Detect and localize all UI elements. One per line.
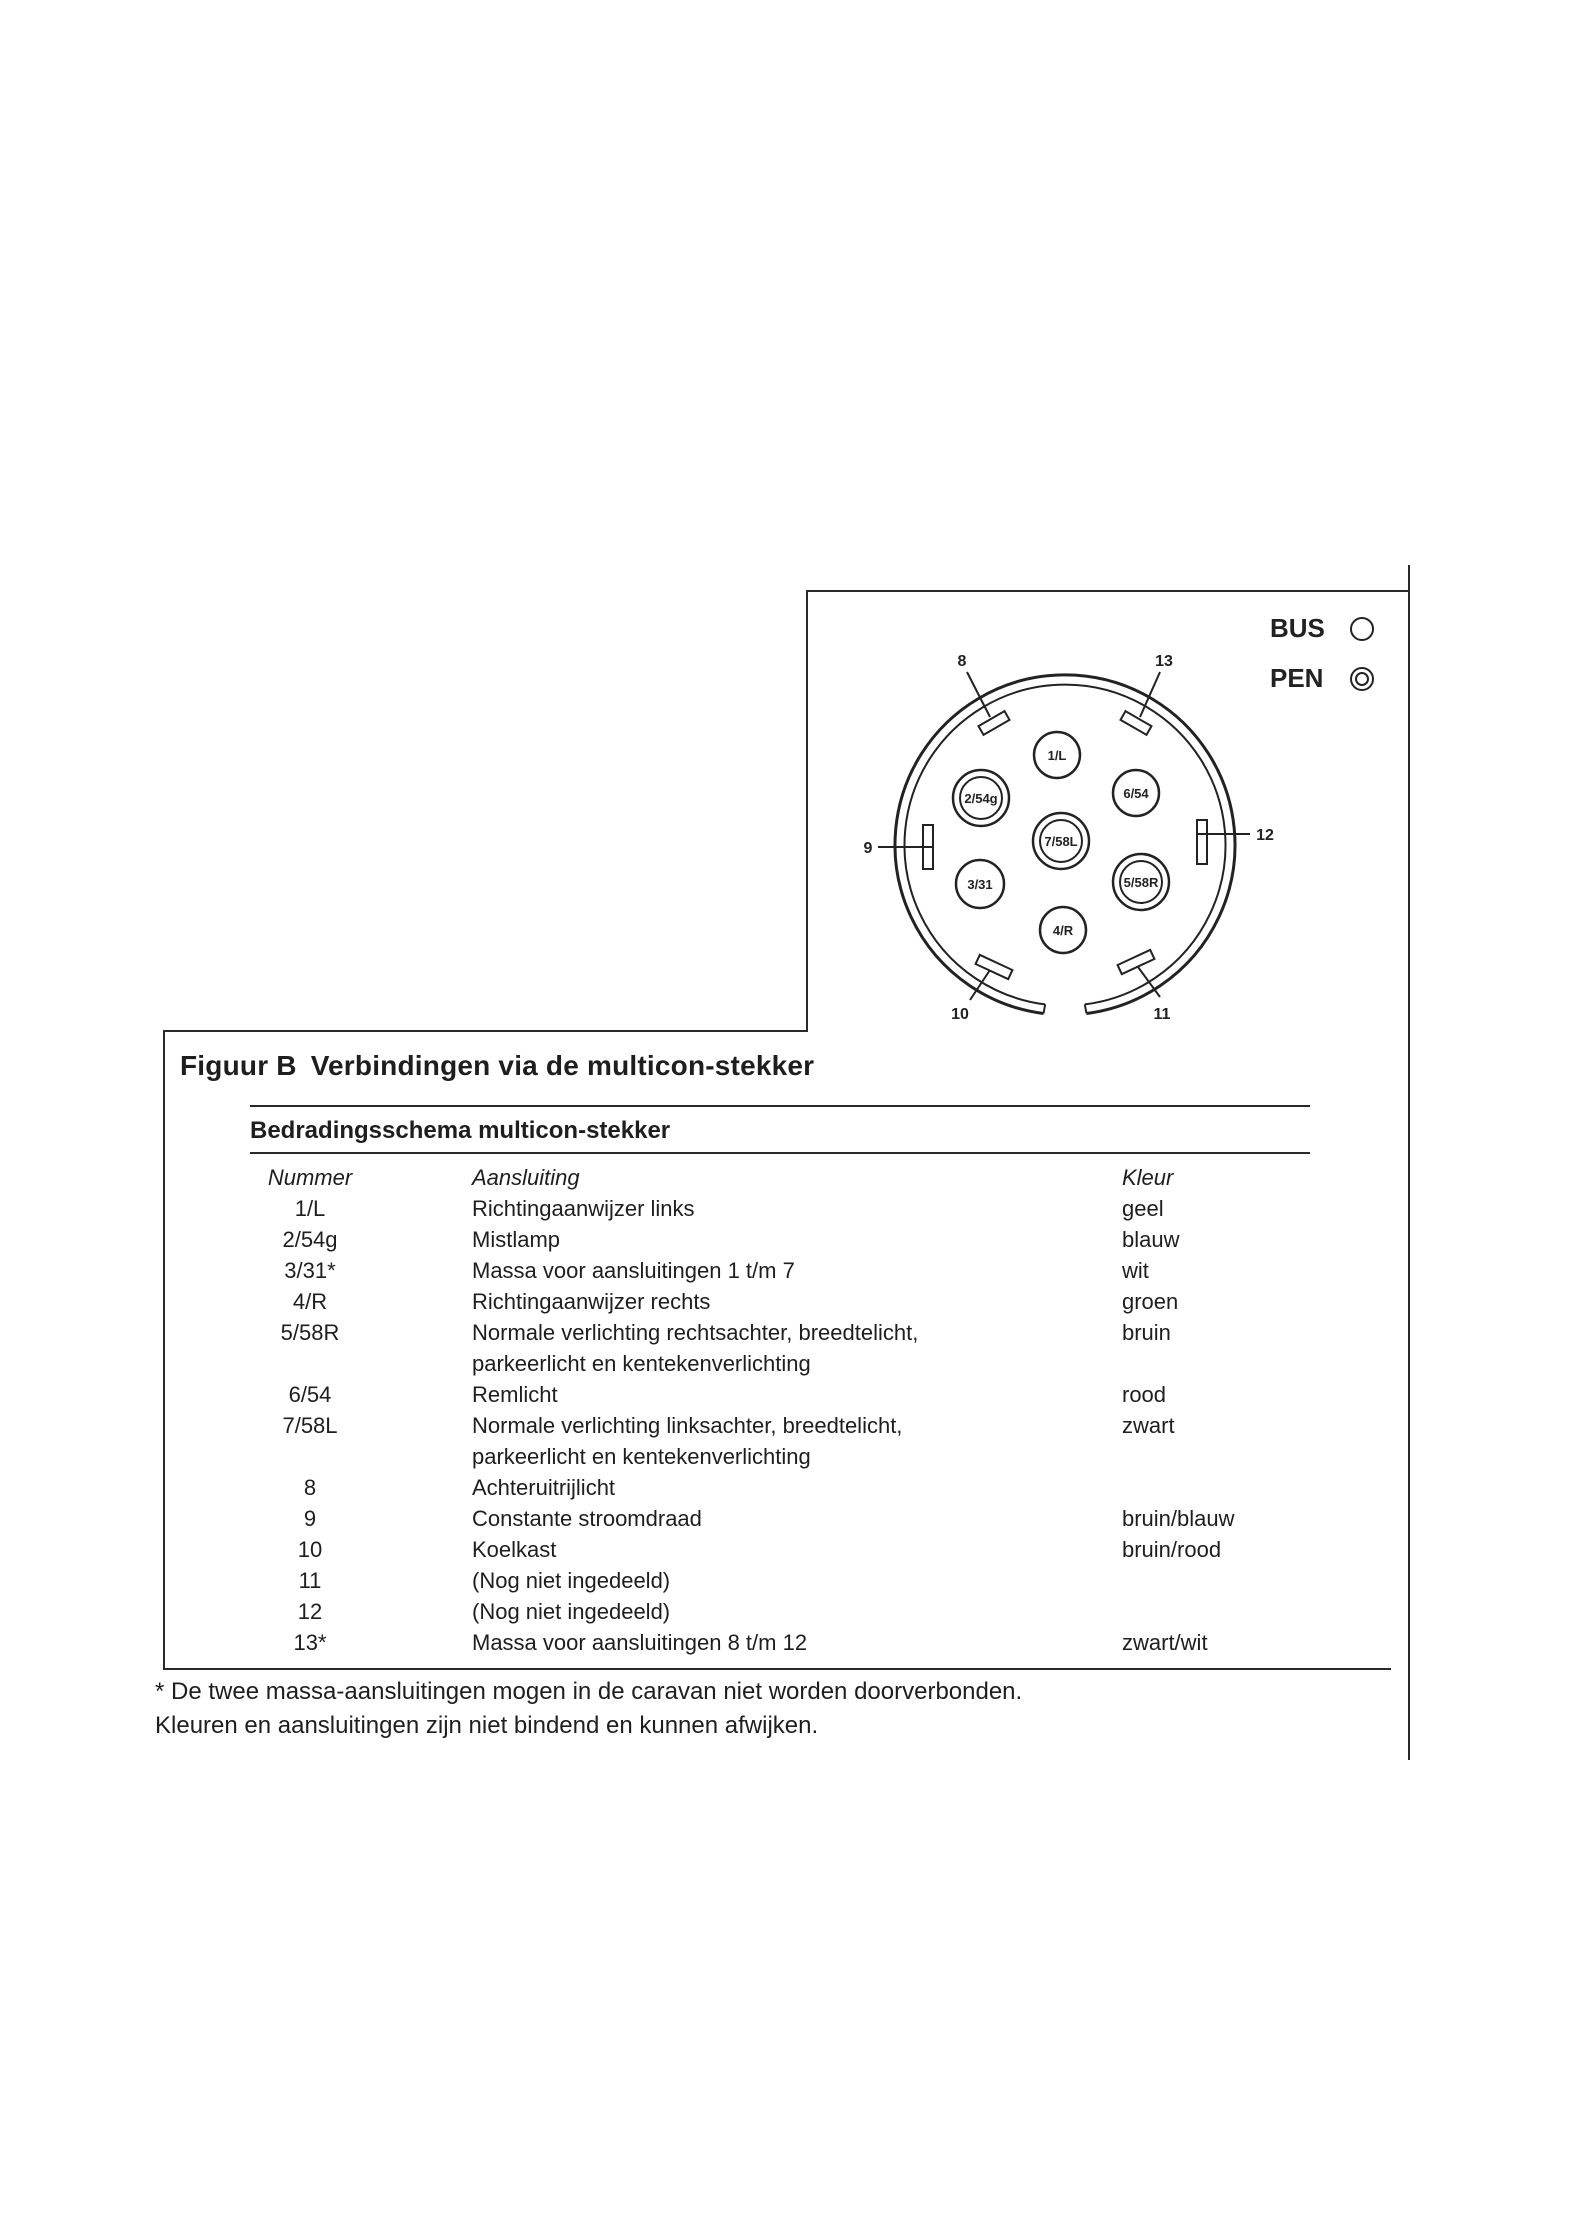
- figure-heading: Verbindingen via de multicon-stekker: [310, 1050, 815, 1081]
- cell-connection: parkeerlicht en kentekenverlichting: [472, 1351, 811, 1376]
- cell-connection: Achteruitrijlicht: [472, 1475, 616, 1500]
- frame-step-line: [163, 1030, 808, 1032]
- cell-connection: Massa voor aansluitingen 8 t/m 12: [472, 1630, 808, 1655]
- schema-header-rule: [250, 1152, 1310, 1154]
- cell-connection: (Nog niet ingedeeld): [472, 1599, 671, 1624]
- cell-connection: Koelkast: [472, 1537, 557, 1562]
- cell-number: 8: [303, 1475, 317, 1500]
- outer-label-11: 11: [1153, 1006, 1171, 1023]
- pin-label: 4/R: [1052, 923, 1074, 938]
- header-color: Kleur: [1122, 1165, 1174, 1190]
- table-row: [250, 1320, 1310, 1382]
- pin-2-54g: [953, 770, 1009, 826]
- cell-connection: Massa voor aansluitingen 1 t/m 7: [472, 1258, 795, 1283]
- pin-6-54: [1113, 770, 1159, 816]
- pin-label: 5/58R: [1123, 875, 1159, 890]
- schema-top-rule: [250, 1105, 1310, 1107]
- bus-symbol-icon: [1351, 618, 1373, 640]
- footnote-massa: * De twee massa-aansluitingen mogen in de caravan niet worden doorverbonden.: [155, 1678, 1023, 1705]
- table-row: [250, 1196, 1310, 1227]
- contact-slot-11: [1118, 950, 1155, 974]
- cell-color: zwart: [1122, 1413, 1175, 1438]
- cell-number: 12: [297, 1599, 323, 1624]
- table-row: [250, 1568, 1310, 1599]
- frame-diagram-left-line: [806, 590, 808, 1030]
- contact-slot-8: [979, 711, 1010, 735]
- bus-label: BUS: [1270, 613, 1325, 643]
- table-header-row: [250, 1165, 1310, 1196]
- header-connection: Aansluiting: [472, 1165, 580, 1190]
- table-row: [250, 1599, 1310, 1630]
- cell-connection: Normale verlichting rechtsachter, breedtelicht,: [472, 1320, 919, 1345]
- pin-3-31: [956, 860, 1004, 908]
- cell-connection: Mistlamp: [472, 1227, 561, 1252]
- wiring-table: [250, 1165, 1310, 1661]
- cell-color: bruin/rood: [1122, 1537, 1222, 1562]
- cell-color: blauw: [1122, 1227, 1180, 1252]
- table-row: [250, 1506, 1310, 1537]
- footnotes: [155, 1675, 1022, 1743]
- cell-connection: (Nog niet ingedeeld): [472, 1568, 671, 1593]
- cell-number: 13*: [293, 1630, 327, 1655]
- cell-number: 1/L: [294, 1196, 326, 1221]
- cell-color: geel: [1122, 1196, 1164, 1221]
- cell-number: 9: [303, 1506, 317, 1531]
- cell-color: groen: [1122, 1289, 1179, 1314]
- table-row: [250, 1289, 1310, 1320]
- pin-label: 2/54g: [964, 791, 998, 806]
- outer-label-12: 12: [1256, 827, 1274, 844]
- pin-label: 6/54: [1123, 786, 1149, 801]
- cell-connection: Richtingaanwijzer links: [472, 1196, 695, 1221]
- cell-number: 4/R: [292, 1289, 328, 1314]
- cell-number: 5/58R: [280, 1320, 340, 1345]
- header-number: Nummer: [267, 1165, 353, 1190]
- table-row: [250, 1382, 1310, 1413]
- cell-number: 3/31*: [284, 1258, 336, 1283]
- schema-title: Bedradingsschema multicon-stekker: [250, 1117, 671, 1144]
- outer-label-8: 8: [957, 653, 967, 670]
- cell-connection: Richtingaanwijzer rechts: [472, 1289, 711, 1314]
- cell-color: bruin/blauw: [1122, 1506, 1235, 1531]
- pin-label: 7/58L: [1044, 834, 1078, 849]
- table-row: [250, 1630, 1310, 1661]
- cell-number: 7/58L: [282, 1413, 338, 1438]
- table-row: [250, 1227, 1310, 1258]
- figure-title: [180, 1050, 814, 1082]
- cell-connection: Remlicht: [472, 1382, 558, 1407]
- cell-color: zwart/wit: [1122, 1630, 1208, 1655]
- cell-color: rood: [1122, 1382, 1167, 1407]
- contact-slot-10: [976, 955, 1013, 979]
- cell-number: 2/54g: [282, 1227, 338, 1252]
- pin-1-l: [1034, 732, 1080, 778]
- cell-color: wit: [1122, 1258, 1149, 1283]
- table-body: [250, 1196, 1310, 1661]
- table-row: [250, 1475, 1310, 1506]
- cell-connection: parkeerlicht en kentekenverlichting: [472, 1444, 811, 1469]
- outer-label-10: 10: [951, 1006, 969, 1023]
- outer-label-13: 13: [1155, 653, 1173, 670]
- cell-number: 6/54: [288, 1382, 332, 1407]
- connector-diagram: [810, 592, 1410, 1052]
- contact-slot-12: [1197, 820, 1207, 864]
- pin-5-58r: [1113, 854, 1169, 910]
- pin-label: 1/L: [1047, 748, 1067, 763]
- footnote-disclaimer: Kleuren en aansluitingen zijn niet bindend en kunnen afwijken.: [155, 1712, 819, 1739]
- pen-label: PEN: [1270, 663, 1324, 693]
- frame-bottom-line: [163, 1668, 1391, 1670]
- cell-number: 11: [298, 1568, 322, 1593]
- table-row: [250, 1413, 1310, 1475]
- pen-symbol-icon: [1351, 668, 1373, 690]
- contact-slot-13: [1121, 711, 1152, 735]
- cell-connection: Constante stroomdraad: [472, 1506, 702, 1531]
- cell-number: 10: [297, 1537, 323, 1562]
- table-row: [250, 1537, 1310, 1568]
- cell-color: bruin: [1122, 1320, 1171, 1345]
- outer-label-9: 9: [863, 840, 873, 857]
- pin-label: 3/31: [967, 877, 993, 892]
- table-row: [250, 1258, 1310, 1289]
- frame-left-line: [163, 1030, 165, 1670]
- pin-7-58l: [1033, 813, 1089, 869]
- figure-label: Figuur B: [180, 1050, 297, 1081]
- pin-4-r: [1040, 907, 1086, 953]
- cell-connection: Normale verlichting linksachter, breedtelicht,: [472, 1413, 903, 1438]
